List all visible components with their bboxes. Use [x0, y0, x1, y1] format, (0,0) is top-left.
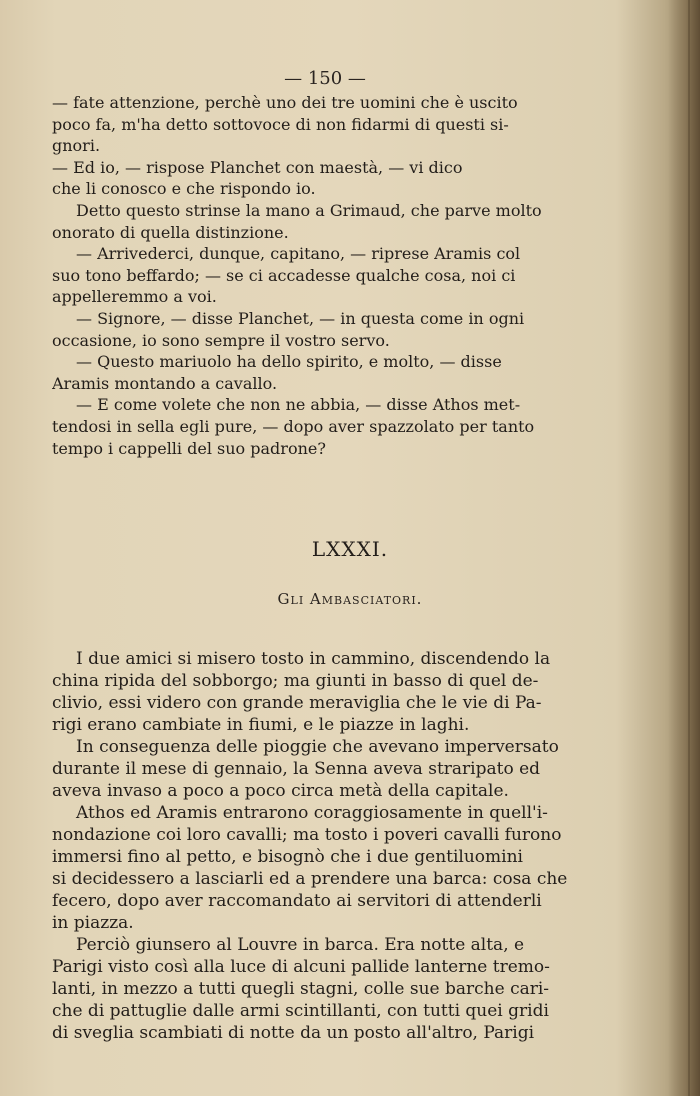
text-line: si decidessero a lasciarli ed a prendere una barca: cosa che — [52, 869, 568, 889]
page-number: — 150 — — [284, 68, 366, 89]
text-line: Athos ed Aramis entrarono coraggiosamente in quell'i- — [76, 803, 548, 823]
text-line: fecero, dopo aver raccomandato ai servitori di attenderli — [52, 891, 542, 911]
chapter-number: LXXXI. — [311, 537, 389, 561]
text-line: appelleremmo a voi. — [52, 287, 217, 307]
text-line: durante il mese di gennaio, la Senna aveva straripato ed — [52, 759, 541, 779]
text-line: rigi erano cambiate in fiumi, e le piazze in laghi. — [52, 715, 470, 735]
text-line: Detto questo strinse la mano a Grimaud, che parve molto — [76, 200, 542, 220]
text-line: Parigi visto così alla luce di alcuni pallide lanterne tremo- — [52, 957, 550, 977]
top-text-block — [52, 92, 612, 459]
text-line: di sveglia scambiati di notte da un posto all'altro, Parigi — [52, 1023, 535, 1043]
text-line: suo tono beffardo; — se ci accadesse qualche cosa, noi ci — [52, 265, 516, 285]
text-line: Perciò giunsero al Louvre in barca. Era notte alta, e — [76, 935, 525, 955]
text-line: aveva invaso a poco a poco circa metà della capitale. — [52, 781, 509, 801]
text-line: clivio, essi videro con grande meraviglia che le vie di Pa- — [52, 693, 542, 713]
text-line: poco fa, m'ha detto sottovoce di non fidarmi di questi si- — [52, 114, 509, 134]
text-line: tempo i cappelli del suo padrone? — [52, 438, 326, 458]
text-line: I due amici si misero tosto in cammino, discendendo la — [76, 649, 551, 669]
text-line: — fate attenzione, perchè uno dei tre uomini che è uscito — [52, 93, 518, 112]
text-line: — Ed io, — rispose Planchet con maestà, — vi dico — [52, 157, 463, 177]
text-line: — Signore, — disse Planchet, — in questa come in ogni — [76, 308, 525, 328]
text-line: lanti, in mezzo a tutti quegli stagni, colle sue barche cari- — [52, 979, 550, 999]
text-line: occasione, io sono sempre il vostro servo. — [52, 330, 390, 350]
text-line: — E come volete che non ne abbia, — disse Athos met- — [76, 395, 521, 415]
text-line: nondazione coi loro cavalli; ma tosto i poveri cavalli furono — [52, 825, 562, 845]
chapter-body-text — [52, 648, 612, 1044]
text-line: In conseguenza delle pioggie che avevano imperversato — [76, 737, 559, 757]
text-line: che di pattuglie dalle armi scintillanti, con tutti quei gridi — [52, 1001, 549, 1021]
text-line: Aramis montando a cavallo. — [52, 373, 278, 393]
text-line: — Arrivederci, dunque, capitano, — riprese Aramis col — [76, 244, 521, 264]
chapter-title: Gli Ambasciatori. — [277, 590, 423, 608]
text-line: gnori. — [52, 136, 101, 156]
text-line: china ripida del sobborgo; ma giunti in basso di quel de- — [52, 671, 539, 691]
text-line: tendosi in sella egli pure, — dopo aver spazzolato per tanto — [52, 416, 535, 436]
text-line: onorato di quella distinzione. — [52, 222, 289, 242]
text-line: immersi fino al petto, e bisognò che i due gentiluomini — [52, 847, 523, 867]
page-edge-shadow — [668, 0, 700, 1096]
text-line: in piazza. — [52, 913, 134, 933]
text-line: — Questo mariuolo ha dello spirito, e molto, — disse — [76, 352, 502, 372]
text-line: che li conosco e che rispondo io. — [52, 179, 316, 199]
